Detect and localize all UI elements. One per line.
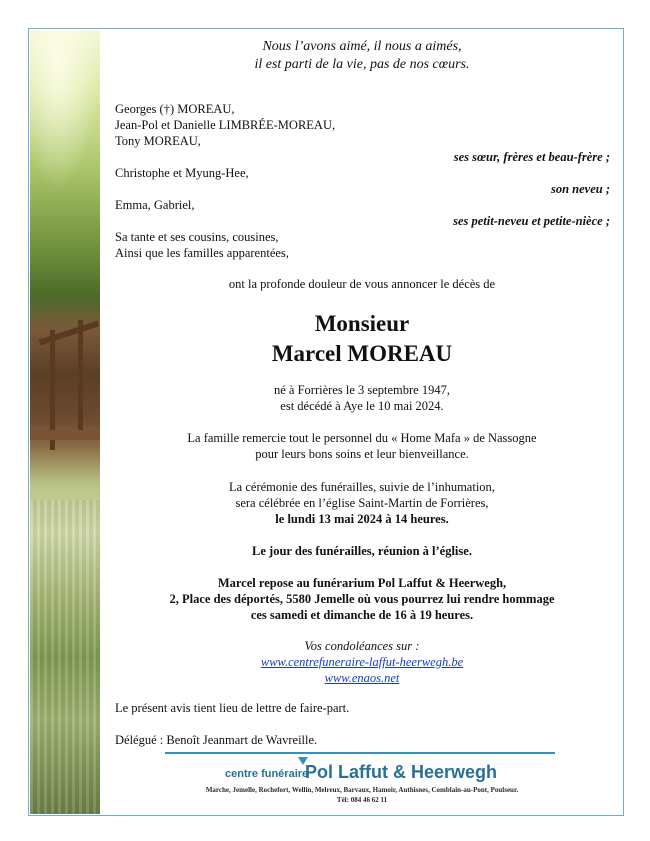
epitaph-line-1: Nous l’avons aimé, il nous a aimés, (262, 39, 462, 54)
birth-info: né à Forrières le 3 septembre 1947, (274, 383, 450, 397)
thanks-line-1: La famille remercie tout le personnel du « Home Mafa » de Nassogne (187, 431, 537, 445)
notice-text: Le présent avis tient lieu de lettre de faire-part. (115, 701, 350, 715)
rest-line-3: ces samedi et dimanche de 16 à 19 heures. (250, 608, 474, 622)
family-line-5: Emma, Gabriel, (115, 198, 195, 212)
footer-towns: Marche, Jemelle, Rochefort, Wellin, Melreux, Barvaux, Hamoir, Authisnes, Comblain-au-Pont, Poulseur. (205, 786, 519, 794)
meeting-info: Le jour des funérailles, réunion à l’église. (252, 544, 472, 558)
ceremony-line-2: sera célébrée en l’église Saint-Martin de Forrières, (235, 496, 489, 510)
rest-line-1: Marcel repose au funérarium Pol Laffut & Heerwegh, (217, 576, 507, 590)
footer-phone: Tél: 084 46 62 11 (336, 796, 388, 804)
family-line-6: Sa tante et ses cousins, cousines, (115, 230, 279, 244)
bridge-landscape-photo (30, 30, 100, 814)
relation-3: ses petit-neveu et petite-nièce ; (453, 214, 610, 228)
delegate-text: Délégué : Benoît Jeanmart de Wavreille. (115, 733, 318, 747)
family-line-3: Tony MOREAU, (115, 134, 201, 148)
deceased-title: Monsieur (314, 311, 410, 336)
condolences-link-enaos[interactable]: www.enaos.net (324, 671, 400, 685)
ceremony-line-1: La cérémonie des funérailles, suivie de l’inhumation, (229, 480, 495, 494)
family-line-1: Georges (†) MOREAU, (115, 102, 235, 116)
condolences-label: Vos condoléances sur : (304, 639, 420, 653)
logo-brand-name: Pol Laffut & Heerwegh (305, 762, 498, 782)
epitaph-line-2: il est parti de la vie, pas de nos cœurs. (254, 57, 470, 72)
announcement: ont la profonde douleur de vous annoncer le décès de (228, 277, 496, 291)
logo-small-text: centre funéraire (225, 768, 309, 780)
ceremony-date: le lundi 13 mai 2024 à 14 heures. (275, 512, 449, 526)
relation-1: ses sœur, frères et beau-frère ; (453, 150, 610, 164)
rest-line-2: 2, Place des déportés, 5580 Jemelle où vous pourrez lui rendre hommage (169, 592, 555, 606)
relation-2: son neveu ; (550, 182, 610, 196)
footer-divider (165, 752, 555, 754)
death-info: est décédé à Aye le 10 mai 2024. (280, 399, 444, 413)
family-line-4: Christophe et Myung-Hee, (115, 166, 249, 180)
condolences-link-funeral-home[interactable]: www.centrefuneraire-laffut-heerwegh.be (260, 655, 464, 669)
family-line-7: Ainsi que les familles apparentées, (115, 246, 289, 260)
thanks-line-2: pour leurs bons soins et leur bienveillance. (255, 447, 469, 461)
deceased-name: Marcel MOREAU (271, 341, 453, 366)
family-line-2: Jean-Pol et Danielle LIMBRÉE-MOREAU, (115, 118, 336, 132)
